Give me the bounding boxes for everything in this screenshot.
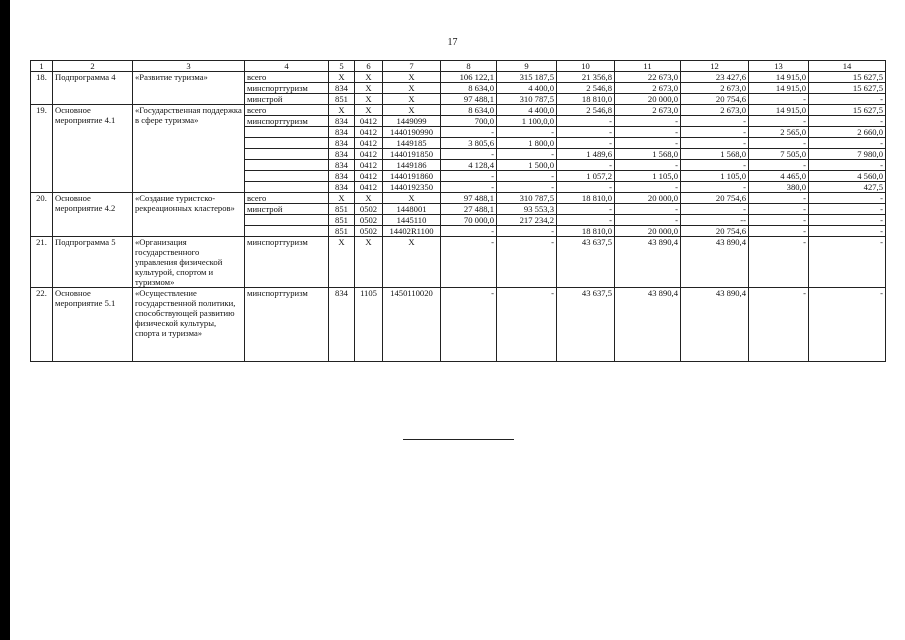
- column-header: 5: [329, 61, 355, 72]
- value-cell: 8 634,0: [441, 105, 497, 116]
- grbs-code-cell: 851: [329, 204, 355, 215]
- executor-cell: [245, 226, 329, 237]
- target-article-cell: Х: [383, 193, 441, 204]
- section-code-cell: Х: [355, 72, 383, 83]
- program-name-cell: Основное мероприятие 4.1: [53, 105, 133, 193]
- grbs-code-cell: 834: [329, 116, 355, 127]
- section-code-cell: 0502: [355, 204, 383, 215]
- executor-cell: минстрой: [245, 94, 329, 105]
- value-cell: 4 400,0: [497, 83, 557, 94]
- column-header: 12: [681, 61, 749, 72]
- program-title-cell: «Создание туристско-рекреационных кластеров»: [133, 193, 245, 237]
- value-cell: 4 560,0: [809, 171, 886, 182]
- value-cell: 2 673,0: [615, 83, 681, 94]
- value-cell: -: [557, 138, 615, 149]
- value-cell: 1 105,0: [681, 171, 749, 182]
- value-cell: 1 800,0: [497, 138, 557, 149]
- value-cell: 14 915,0: [749, 72, 809, 83]
- value-cell: -: [809, 193, 886, 204]
- value-cell: 20 754,6: [681, 193, 749, 204]
- program-title-cell: «Государственная поддержка в сфере туризма»: [133, 105, 245, 193]
- value-cell: -: [615, 127, 681, 138]
- value-cell: -: [681, 160, 749, 171]
- value-cell: 18 810,0: [557, 193, 615, 204]
- target-article-cell: Х: [383, 105, 441, 116]
- target-article-cell: 1450110020: [383, 288, 441, 362]
- column-header: 9: [497, 61, 557, 72]
- value-cell: -: [497, 237, 557, 288]
- grbs-code-cell: 834: [329, 127, 355, 138]
- value-cell: 15 627,5: [809, 105, 886, 116]
- value-cell: -: [615, 215, 681, 226]
- value-cell: -: [557, 204, 615, 215]
- value-cell: -: [557, 215, 615, 226]
- table-row: [31, 72, 886, 83]
- section-code-cell: Х: [355, 94, 383, 105]
- row-number-cell: 22.: [31, 288, 53, 362]
- target-article-cell: Х: [383, 83, 441, 94]
- value-cell: 93 553,3: [497, 204, 557, 215]
- value-cell: 22 673,0: [615, 72, 681, 83]
- value-cell: 1 500,0: [497, 160, 557, 171]
- column-header: 14: [809, 61, 886, 72]
- value-cell: 43 890,4: [615, 237, 681, 288]
- grbs-code-cell: Х: [329, 193, 355, 204]
- bottom-rule-divider: [403, 439, 514, 440]
- value-cell: 43 637,5: [557, 288, 615, 362]
- value-cell: 8 634,0: [441, 83, 497, 94]
- value-cell: -: [681, 127, 749, 138]
- section-code-cell: 0412: [355, 116, 383, 127]
- grbs-code-cell: 834: [329, 171, 355, 182]
- value-cell: -: [615, 116, 681, 127]
- value-cell: 18 810,0: [557, 94, 615, 105]
- page-number: 17: [447, 37, 458, 48]
- value-cell: 27 488,1: [441, 204, 497, 215]
- section-code-cell: 0412: [355, 149, 383, 160]
- budget-table: [30, 60, 886, 362]
- value-cell: -: [681, 138, 749, 149]
- row-number-cell: 19.: [31, 105, 53, 193]
- value-cell: -: [441, 226, 497, 237]
- value-cell: 106 122,1: [441, 72, 497, 83]
- target-article-cell: 1449099: [383, 116, 441, 127]
- executor-cell: [245, 160, 329, 171]
- value-cell: -: [809, 237, 886, 288]
- value-cell: 14 915,0: [749, 105, 809, 116]
- value-cell: 310 787,5: [497, 193, 557, 204]
- value-cell: 97 488,1: [441, 94, 497, 105]
- column-header: 2: [53, 61, 133, 72]
- grbs-code-cell: Х: [329, 72, 355, 83]
- value-cell: 2 673,0: [681, 105, 749, 116]
- value-cell: -: [809, 160, 886, 171]
- section-code-cell: 0412: [355, 138, 383, 149]
- executor-cell: минспорттуризм: [245, 288, 329, 362]
- value-cell: 20 000,0: [615, 94, 681, 105]
- executor-cell: [245, 138, 329, 149]
- value-cell: 97 488,1: [441, 193, 497, 204]
- section-code-cell: Х: [355, 83, 383, 94]
- value-cell: 2 673,0: [615, 105, 681, 116]
- grbs-code-cell: 834: [329, 182, 355, 193]
- value-cell: 23 427,6: [681, 72, 749, 83]
- value-cell: -: [809, 226, 886, 237]
- grbs-code-cell: 834: [329, 160, 355, 171]
- program-name-cell: Подпрограмма 4: [53, 72, 133, 105]
- value-cell: -: [441, 127, 497, 138]
- column-header: 10: [557, 61, 615, 72]
- column-header: 8: [441, 61, 497, 72]
- column-header: 11: [615, 61, 681, 72]
- executor-cell: минспорттуризм: [245, 116, 329, 127]
- value-cell: -: [441, 149, 497, 160]
- value-cell: 14 915,0: [749, 83, 809, 94]
- grbs-code-cell: 851: [329, 226, 355, 237]
- value-cell: -: [615, 160, 681, 171]
- executor-cell: всего: [245, 105, 329, 116]
- value-cell: 43 890,4: [615, 288, 681, 362]
- value-cell: 15 627,5: [809, 83, 886, 94]
- value-cell: 310 787,5: [497, 94, 557, 105]
- value-cell: -: [681, 116, 749, 127]
- target-article-cell: 1440190990: [383, 127, 441, 138]
- value-cell: 2 565,0: [749, 127, 809, 138]
- grbs-code-cell: 834: [329, 149, 355, 160]
- executor-cell: всего: [245, 193, 329, 204]
- target-article-cell: 1445110: [383, 215, 441, 226]
- target-article-cell: 1448001: [383, 204, 441, 215]
- value-cell: -: [497, 226, 557, 237]
- target-article-cell: Х: [383, 237, 441, 288]
- value-cell: -: [497, 127, 557, 138]
- value-cell: -: [749, 138, 809, 149]
- value-cell: 4 465,0: [749, 171, 809, 182]
- column-header: 1: [31, 61, 53, 72]
- grbs-code-cell: Х: [329, 237, 355, 288]
- target-article-cell: 1440191860: [383, 171, 441, 182]
- value-cell: 4 128,4: [441, 160, 497, 171]
- target-article-cell: 1440191850: [383, 149, 441, 160]
- section-code-cell: 0502: [355, 215, 383, 226]
- value-cell: 2 546,8: [557, 105, 615, 116]
- value-cell: 1 489,6: [557, 149, 615, 160]
- column-header: 3: [133, 61, 245, 72]
- value-cell: 43 890,4: [681, 288, 749, 362]
- grbs-code-cell: Х: [329, 105, 355, 116]
- value-cell: -: [809, 204, 886, 215]
- value-cell: -: [809, 116, 886, 127]
- grbs-code-cell: 834: [329, 288, 355, 362]
- table-row: [31, 105, 886, 116]
- value-cell: 2 660,0: [809, 127, 886, 138]
- executor-cell: [245, 171, 329, 182]
- value-cell: -: [681, 204, 749, 215]
- column-header: 6: [355, 61, 383, 72]
- value-cell: 315 187,5: [497, 72, 557, 83]
- section-code-cell: 0412: [355, 171, 383, 182]
- executor-cell: минстрой: [245, 204, 329, 215]
- value-cell: 2 673,0: [681, 83, 749, 94]
- value-cell: -: [615, 182, 681, 193]
- value-cell: 1 105,0: [615, 171, 681, 182]
- value-cell: 2 546,8: [557, 83, 615, 94]
- value-cell: -: [557, 182, 615, 193]
- target-article-cell: Х: [383, 72, 441, 83]
- grbs-code-cell: 851: [329, 215, 355, 226]
- value-cell: -: [809, 215, 886, 226]
- program-title-cell: «Развитие туризма»: [133, 72, 245, 105]
- value-cell: -: [441, 182, 497, 193]
- value-cell: -: [749, 215, 809, 226]
- value-cell: 15 627,5: [809, 72, 886, 83]
- value-cell: -: [749, 94, 809, 105]
- value-cell: -: [749, 226, 809, 237]
- target-article-cell: 1449186: [383, 160, 441, 171]
- executor-cell: [245, 127, 329, 138]
- section-code-cell: 0412: [355, 127, 383, 138]
- section-code-cell: Х: [355, 237, 383, 288]
- row-number-cell: 20.: [31, 193, 53, 237]
- value-cell: 380,0: [749, 182, 809, 193]
- executor-cell: минспорттуризм: [245, 237, 329, 288]
- section-code-cell: Х: [355, 105, 383, 116]
- section-code-cell: 0412: [355, 160, 383, 171]
- section-code-cell: 1105: [355, 288, 383, 362]
- row-number-cell: 18.: [31, 72, 53, 105]
- grbs-code-cell: 851: [329, 94, 355, 105]
- page-left-edge-bar: [0, 0, 10, 640]
- target-article-cell: 1449185: [383, 138, 441, 149]
- value-cell: 4 400,0: [497, 105, 557, 116]
- value-cell: -: [681, 182, 749, 193]
- program-name-cell: Основное мероприятие 4.2: [53, 193, 133, 237]
- executor-cell: [245, 149, 329, 160]
- value-cell: 7 505,0: [749, 149, 809, 160]
- value-cell: -: [749, 160, 809, 171]
- value-cell: -: [497, 182, 557, 193]
- value-cell: -: [749, 288, 809, 362]
- value-cell: -: [557, 116, 615, 127]
- value-cell: 1 100,0,0: [497, 116, 557, 127]
- executor-cell: всего: [245, 72, 329, 83]
- section-code-cell: 0412: [355, 182, 383, 193]
- value-cell: -: [809, 94, 886, 105]
- column-header: 13: [749, 61, 809, 72]
- value-cell: -: [615, 138, 681, 149]
- value-cell: 43 637,5: [557, 237, 615, 288]
- value-cell: 217 234,2: [497, 215, 557, 226]
- value-cell: --: [681, 215, 749, 226]
- table-row: [31, 288, 886, 362]
- value-cell: 700,0: [441, 116, 497, 127]
- value-cell: -: [441, 237, 497, 288]
- column-header: 4: [245, 61, 329, 72]
- value-cell: -: [749, 204, 809, 215]
- program-name-cell: Подпрограмма 5: [53, 237, 133, 288]
- value-cell: 18 810,0: [557, 226, 615, 237]
- grbs-code-cell: 834: [329, 138, 355, 149]
- value-cell: -: [497, 149, 557, 160]
- table-row: [31, 237, 886, 288]
- value-cell: 20 000,0: [615, 226, 681, 237]
- section-code-cell: 0502: [355, 226, 383, 237]
- value-cell: 1 568,0: [615, 149, 681, 160]
- table-header-row: [31, 61, 886, 72]
- value-cell: 427,5: [809, 182, 886, 193]
- executor-cell: минспорттуризм: [245, 83, 329, 94]
- value-cell: 21 356,8: [557, 72, 615, 83]
- value-cell: -: [749, 237, 809, 288]
- value-cell: -: [441, 171, 497, 182]
- value-cell: 7 980,0: [809, 149, 886, 160]
- program-name-cell: Основное мероприятие 5.1: [53, 288, 133, 362]
- value-cell: 20 754,6: [681, 226, 749, 237]
- grbs-code-cell: 834: [329, 83, 355, 94]
- value-cell: 1 568,0: [681, 149, 749, 160]
- target-article-cell: 1440192350: [383, 182, 441, 193]
- value-cell: -: [809, 288, 886, 362]
- section-code-cell: Х: [355, 193, 383, 204]
- value-cell: -: [557, 160, 615, 171]
- executor-cell: [245, 182, 329, 193]
- executor-cell: [245, 215, 329, 226]
- value-cell: 3 805,6: [441, 138, 497, 149]
- target-article-cell: 14402R1100: [383, 226, 441, 237]
- value-cell: 20 754,6: [681, 94, 749, 105]
- value-cell: -: [497, 171, 557, 182]
- value-cell: 20 000,0: [615, 193, 681, 204]
- value-cell: 43 890,4: [681, 237, 749, 288]
- value-cell: -: [749, 116, 809, 127]
- value-cell: -: [557, 127, 615, 138]
- program-title-cell: «Организация государственного управления физической культурой, спортом и туризмом»: [133, 237, 245, 288]
- target-article-cell: Х: [383, 94, 441, 105]
- value-cell: 1 057,2: [557, 171, 615, 182]
- value-cell: -: [441, 288, 497, 362]
- table-row: [31, 193, 886, 204]
- value-cell: -: [809, 138, 886, 149]
- program-title-cell: «Осуществление государственной политики, способствующей развитию физической культуры, спорта и туризма»: [133, 288, 245, 362]
- column-header: 7: [383, 61, 441, 72]
- value-cell: -: [615, 204, 681, 215]
- value-cell: -: [497, 288, 557, 362]
- value-cell: -: [749, 193, 809, 204]
- row-number-cell: 21.: [31, 237, 53, 288]
- value-cell: 70 000,0: [441, 215, 497, 226]
